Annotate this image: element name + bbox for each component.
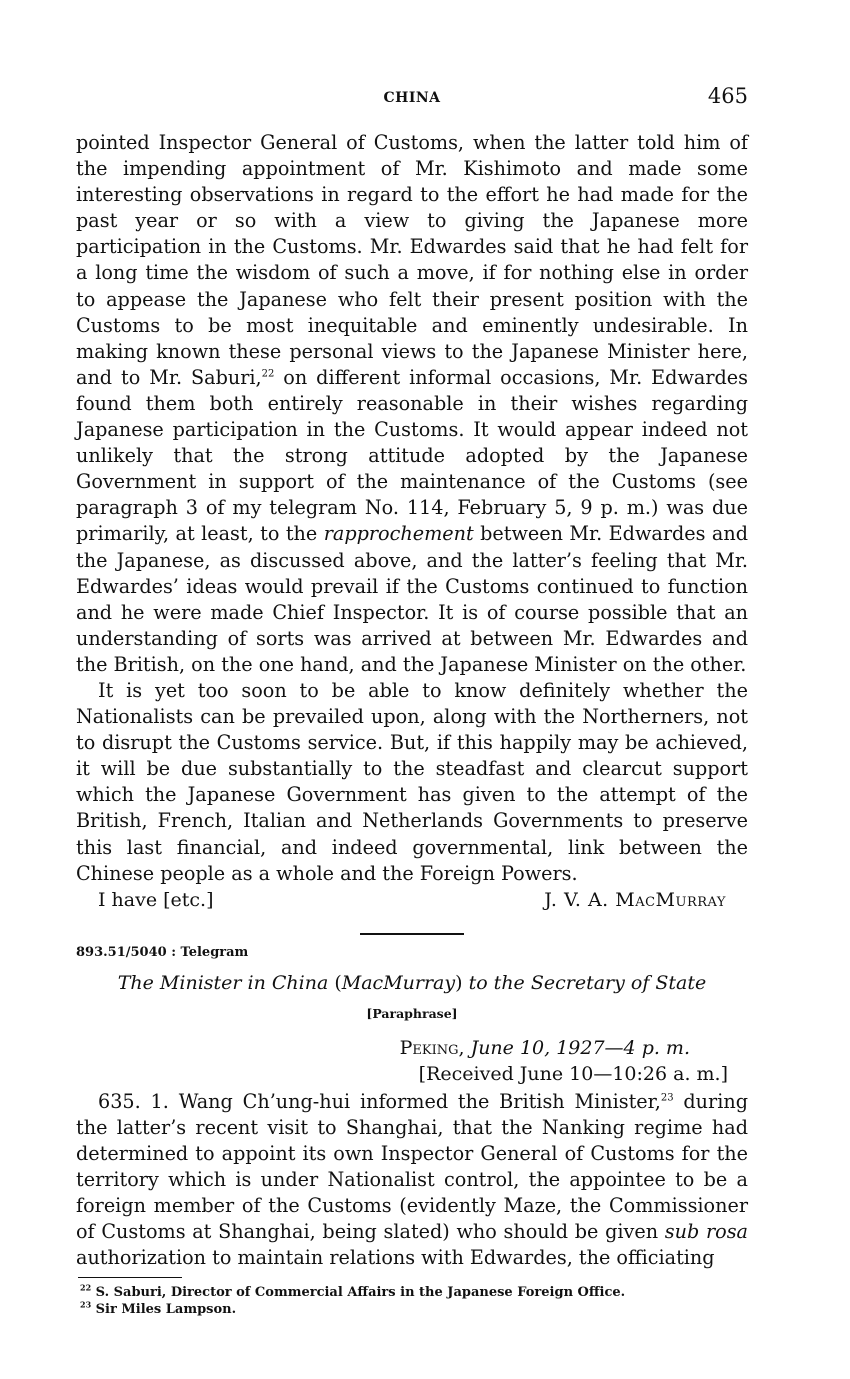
page-header bbox=[76, 80, 748, 110]
page-number: 465 bbox=[707, 84, 748, 108]
letter-body bbox=[76, 130, 748, 913]
letter-paragraph-1 bbox=[76, 130, 748, 678]
telegram-paragraph bbox=[76, 1089, 748, 1272]
paragraph-text: 635. 1. Wang Ch’ung-hui informed the British Minister, bbox=[98, 1089, 661, 1113]
dateline bbox=[76, 1035, 748, 1061]
letter-paragraph-2: It is yet too soon to be able to know definitely whether the Nationalists can be prevailed upon, along with the Northerners, not to disrupt the Customs service. But, if this happily may be achieved, it will be due substantially to the steadfast and clearcut support which the Japanese Government has given to the attempt of the British, French, Italian and Netherlands Governments to preserve this last financial, and indeed governmental, link between the Chinese people as a whole and the Foreign Powers. bbox=[76, 678, 748, 885]
paragraph-text: during the latter’s recent visit to Shanghai, that the Nanking regime had determined to appoint its own Inspector General of Customs for the territory which is under Nationalist control, the appointee to be a foreign member of the Customs (evidently Maze, the Commissioner of Customs at Shanghai, being slated) who should be given bbox=[76, 1089, 748, 1244]
closing-line bbox=[76, 887, 748, 913]
paragraph-text: pointed Inspector General of Customs, when the latter told him of the impending appointment of Mr. Kishimoto and made some interesting observations in regard to the effort he had made for the past year or so with a view to giving the Japanese more participation in the Customs. Mr. Edwardes said that he had felt for a long time the wisdom of such a move, if for nothing else in order to appease the Japanese who felt their present position with the Customs to be most inequitable and eminently undesirable. In making known these personal views to the Japanese Minister here, and to Mr. Saburi, bbox=[76, 131, 748, 389]
paragraph-text: authorization to maintain relations with Edwardes, the officiating bbox=[76, 1246, 715, 1270]
received-line: [Received June 10—10:26 a. m.] bbox=[418, 1062, 728, 1085]
closing: I have [etc.] bbox=[98, 888, 214, 911]
title-name: MacMurray bbox=[341, 971, 456, 994]
title-paren: ) bbox=[455, 971, 463, 994]
section-divider bbox=[360, 933, 464, 935]
paragraph-text: between Mr. Edwardes and the Japanese, as discussed above, and the latter’s feeling that Mr. Edwardes’ ideas would prevail if the Customs continued to function and he were made Chief Inspector. It is of course possible that an understanding of sorts was arrived at between Mr. Edwardes and the British, on the one hand, and the Japanese Minister on the other. bbox=[76, 522, 748, 676]
footnote-divider bbox=[78, 1277, 182, 1278]
footnote bbox=[80, 1284, 748, 1301]
date: June 10, 1927—4 p. m. bbox=[470, 1036, 690, 1059]
footnote-text: Sir Miles Lampson. bbox=[95, 1302, 237, 1318]
italic-term: sub rosa bbox=[664, 1220, 748, 1244]
telegram-body bbox=[76, 1089, 748, 1272]
footnote-ref: 23 bbox=[660, 1092, 674, 1104]
footnotes bbox=[76, 1284, 748, 1318]
running-head: CHINA bbox=[383, 90, 441, 106]
signature: J. V. A. MacMurray bbox=[544, 888, 726, 911]
footnote-mark: 23 bbox=[80, 1300, 92, 1311]
place: Peking, bbox=[399, 1036, 465, 1059]
italic-term: rapprochement bbox=[323, 522, 474, 546]
footnote-text: S. Saburi, Director of Commercial Affairs in the Japanese Foreign Office. bbox=[95, 1285, 626, 1301]
footnote-mark: 22 bbox=[80, 1283, 92, 1294]
page bbox=[76, 80, 748, 1318]
file-reference: 893.51/5040 : Telegram bbox=[76, 944, 249, 960]
title-paren: ( bbox=[334, 971, 342, 994]
footnote bbox=[80, 1301, 748, 1318]
paragraph-text: on different informal occasions, Mr. Edwardes found them both entirely reasonable in their wishes regarding Japanese participation in the Customs. It would appear indeed not unlikely that the strong attitude adopted by the Japanese Government in support of the maintenance of the Customs (see paragraph 3 of my telegram No. 114, February 5, 9 p. m.) was due primarily, at least, to the bbox=[76, 365, 748, 546]
title-text: The Minister in China bbox=[117, 971, 335, 994]
document-title bbox=[76, 972, 748, 994]
title-text: to the Secretary of State bbox=[462, 971, 707, 994]
paraphrase-label: [Paraphrase] bbox=[366, 1005, 458, 1021]
footnote-ref: 22 bbox=[261, 368, 275, 380]
